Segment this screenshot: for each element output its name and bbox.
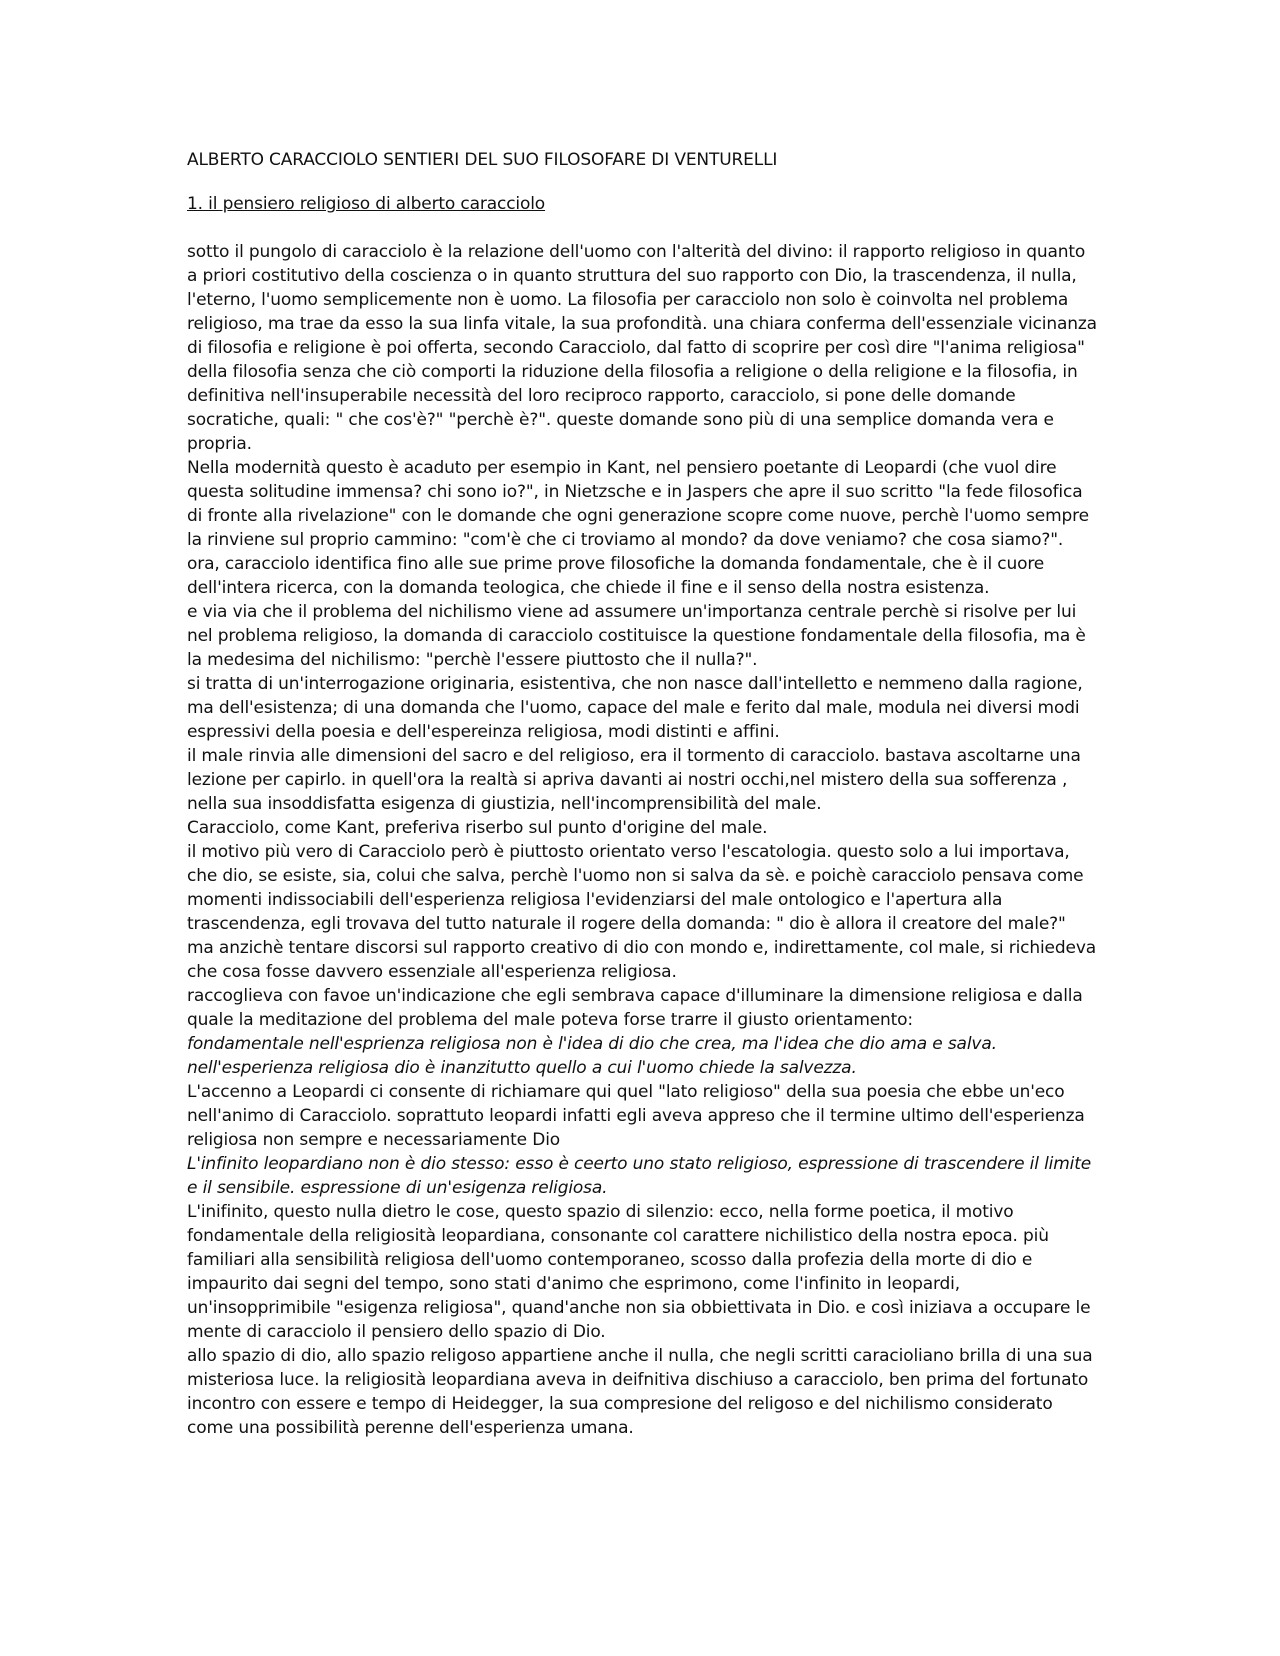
paragraph: Caracciolo, come Kant, preferiva riserbo sul punto d'origine del male. <box>187 818 768 838</box>
quote-paragraph: nell'esperienza religiosa dio è inanzitutto quello a cui l'uomo chiede la salvezza. <box>187 1058 857 1078</box>
paragraph: il male rinvia alle dimensioni del sacro e del religioso, era il tormento di caracciolo. bastava ascoltarne una lezione per capirlo. in quell'ora la realtà si apriva davanti ai nostri occhi,nel mistero della sua sofferenza , nella sua insoddisfatta esigenza di giustizia, nell'incomprensibilità del male. <box>187 746 1081 814</box>
quote-paragraph: L'infinito leopardiano non è dio stesso: esso è ceerto uno stato religioso, espressione di trascendere il limite e il sensibile. espressione di un'esigenza religiosa. <box>187 1154 1092 1198</box>
section-heading: 1. il pensiero religioso di alberto caracciolo <box>187 194 546 214</box>
paragraph: allo spazio di dio, allo spazio religoso appartiene anche il nulla, che negli scritti caracioliano brilla di una sua misteriosa luce. la religiosità leopardiana aveva in deifnitiva dischiuso a caracciolo, ben prima del fortunato incontro con essere e tempo di Heidegger, la sua compresione del religoso e del nichilismo considerato come una possibilità perenne dell'esperienza umana. <box>187 1346 1093 1438</box>
document-title: ALBERTO CARACCIOLO SENTIERI DEL SUO FILOSOFARE DI VENTURELLI <box>187 150 778 170</box>
document-page <box>187 148 1097 1440</box>
paragraph: raccoglieva con favoe un'indicazione che egli sembrava capace d'illuminare la dimensione religiosa e dalla quale la meditazione del problema del male poteva forse trarre il giusto orientamento: <box>187 986 1083 1030</box>
paragraph: L'accenno a Leopardi ci consente di richiamare qui quel "lato religioso" della sua poesia che ebbe un'eco nell'animo di Caracciolo. soprattuto leopardi infatti egli aveva appreso che il termine ultimo dell'esperienza religiosa non sempre e necessariamente Dio <box>187 1082 1085 1150</box>
paragraph: e via via che il problema del nichilismo viene ad assumere un'importanza centrale perchè si risolve per lui nel problema religioso, la domanda di caracciolo costituisce la questione fondamentale della filosofia, ma è la medesima del nichilismo: "perchè l'essere piuttosto che il nulla?". <box>187 602 1086 670</box>
quote-paragraph: fondamentale nell'esprienza religiosa non è l'idea di dio che crea, ma l'idea che dio ama e salva. <box>187 1034 997 1054</box>
paragraph: il motivo più vero di Caracciolo però è piuttosto orientato verso l'escatologia. questo solo a lui importava, che dio, se esiste, sia, colui che salva, perchè l'uomo non si salva da sè. e poichè caracciolo pensava come momenti indissociabili dell'esperienza religiosa l'evidenziarsi del male ontologico e l'apertura alla trascendenza, egli trovava del tutto naturale il rogere della domanda: " dio è allora il creatore del male?" ma anzichè tentare discorsi sul rapporto creativo di dio con mondo e, indirettamente, col male, si richiedeva che cosa fosse davvero essenziale all'esperienza religiosa. <box>187 842 1096 982</box>
paragraph: Nella modernità questo è acaduto per esempio in Kant, nel pensiero poetante di Leopardi (che vuol dire questa solitudine immensa? chi sono io?", in Nietzsche e in Jaspers che apre il suo scritto "la fede filosofica di fronte alla rivelazione" con le domande che ogni generazione scopre come nuove, perchè l'uomo sempre la rinviene sul proprio cammino: "com'è che ci troviamo al mondo? da dove veniamo? che cosa siamo?". <box>187 458 1089 550</box>
paragraph: ora, caracciolo identifica fino alle sue prime prove filosofiche la domanda fondamentale, che è il cuore dell'intera ricerca, con la domanda teologica, che chiede il fine e il senso della nostra esistenza. <box>187 554 1045 598</box>
paragraph: si tratta di un'interrogazione originaria, esistentiva, che non nasce dall'intelletto e nemmeno dalla ragione, ma dell'esistenza; di una domanda che l'uomo, capace del male e ferito dal male, modula nei diversi modi espressivi della poesia e dell'espereinza religiosa, modi distinti e affini. <box>187 674 1083 742</box>
document-body <box>187 240 1097 1440</box>
paragraph: sotto il pungolo di caracciolo è la relazione dell'uomo con l'alterità del divino: il rapporto religioso in quanto a priori costitutivo della coscienza o in quanto struttura del suo rapporto con Dio, la trascendenza, il nulla, l'eterno, l'uomo semplicemente non è uomo. La filosofia per caracciolo non solo è coinvolta nel problema religioso, ma trae da esso la sua linfa vitale, la sua profondità. una chiara conferma dell'essenziale vicinanza di filosofia e religione è poi offerta, secondo Caracciolo, dal fatto di scoprire per così dire "l'anima religiosa" della filosofia senza che ciò comporti la riduzione della filosofia a religione o della religione e la filosofia, in definitiva nell'insuperabile necessità del loro reciproco rapporto, caracciolo, si pone delle domande socratiche, quali: " che cos'è?" "perchè è?". queste domande sono più di una semplice domanda vera e propria. <box>187 242 1097 454</box>
paragraph: L'inifinito, questo nulla dietro le cose, questo spazio di silenzio: ecco, nella forme poetica, il motivo fondamentale della religiosità leopardiana, consonante col carattere nichilistico della nostra epoca. più familiari alla sensibilità religiosa dell'uomo contemporaneo, scosso dalla profezia della morte di dio e impaurito dai segni del tempo, sono stati d'animo che esprimono, come l'infinito in leopardi, un'insopprimibile "esigenza religiosa", quand'anche non sia obbiettivata in Dio. e così iniziava a occupare le mente di caracciolo il pensiero dello spazio di Dio. <box>187 1202 1091 1342</box>
